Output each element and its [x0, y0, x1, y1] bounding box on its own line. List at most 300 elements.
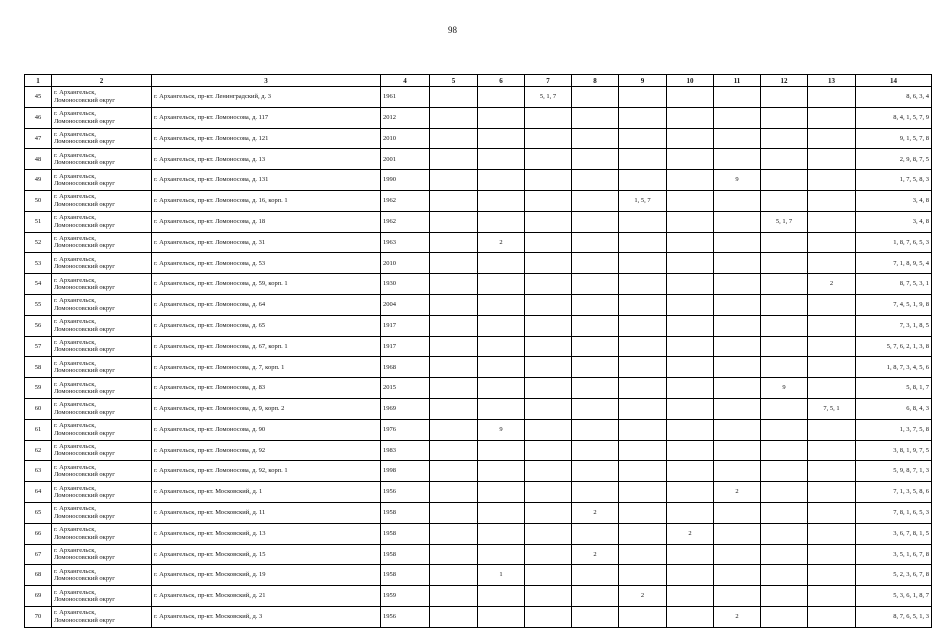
table-cell-col-8: 2 [572, 502, 619, 523]
table-cell-col-11: 2 [714, 482, 761, 503]
table-row [25, 398, 932, 419]
table-cell-col-13 [808, 523, 856, 544]
table-cell-col-6 [478, 149, 525, 170]
table-cell-col-9 [619, 274, 667, 295]
table-cell-col-3: г. Архангельск, пр-кт. Ленинградский, д. 3 [152, 87, 381, 108]
table-cell-col-7 [525, 378, 572, 399]
table-cell-col-12 [761, 253, 808, 274]
table-cell-col-10 [667, 502, 714, 523]
table-cell-col-8 [572, 87, 619, 108]
column-header-8: 8 [572, 75, 619, 87]
table-row [25, 461, 932, 482]
table-cell-col-4: 1917 [381, 315, 430, 336]
table-cell-col-8 [572, 606, 619, 627]
table-cell-col-3: г. Архангельск, пр-кт. Ломоносова, д. 13 [152, 149, 381, 170]
table-cell-col-5 [430, 170, 478, 191]
table-cell-col-10 [667, 419, 714, 440]
table-cell-col-12 [761, 419, 808, 440]
table-cell-col-12: 5, 1, 7 [761, 211, 808, 232]
table-cell-col-8 [572, 336, 619, 357]
table-cell-col-8 [572, 190, 619, 211]
table-cell-col-6 [478, 378, 525, 399]
table-cell-col-3: г. Архангельск, пр-кт. Московский, д. 19 [152, 565, 381, 586]
table-cell-col-9 [619, 170, 667, 191]
table-cell-col-6 [478, 544, 525, 565]
table-cell-col-9 [619, 87, 667, 108]
table-cell-col-9 [619, 357, 667, 378]
table-cell-col-3: г. Архангельск, пр-кт. Ломоносова, д. 117 [152, 107, 381, 128]
table-cell-col-4: 1917 [381, 336, 430, 357]
table-row [25, 149, 932, 170]
table-cell-col-5 [430, 565, 478, 586]
table-cell-col-2: г. Архангельск, Ломоносовский округ [52, 544, 152, 565]
table-row [25, 440, 932, 461]
table-cell-col-4: 1962 [381, 190, 430, 211]
table-cell-col-8 [572, 232, 619, 253]
table-cell-col-9 [619, 419, 667, 440]
table-cell-col-14: 1, 3, 7, 5, 8 [856, 419, 932, 440]
table-cell-col-3: г. Архангельск, пр-кт. Ломоносова, д. 7, корп. 1 [152, 357, 381, 378]
table-cell-col-14: 1, 7, 5, 8, 3 [856, 170, 932, 191]
table-cell-col-4: 1976 [381, 419, 430, 440]
table-cell-col-1: 47 [25, 128, 52, 149]
table-cell-col-8 [572, 107, 619, 128]
table-cell-col-2: г. Архангельск, Ломоносовский округ [52, 190, 152, 211]
table-cell-col-13 [808, 461, 856, 482]
table-cell-col-1: 49 [25, 170, 52, 191]
table-cell-col-2: г. Архангельск, Ломоносовский округ [52, 419, 152, 440]
table-cell-col-6 [478, 253, 525, 274]
table-cell-col-9 [619, 440, 667, 461]
table-cell-col-1: 69 [25, 586, 52, 607]
table-cell-col-14: 5, 9, 8, 7, 1, 3 [856, 461, 932, 482]
table-cell-col-12 [761, 232, 808, 253]
table-cell-col-11 [714, 523, 761, 544]
table-cell-col-13 [808, 190, 856, 211]
table-cell-col-1: 67 [25, 544, 52, 565]
table-cell-col-7 [525, 211, 572, 232]
table-cell-col-11 [714, 149, 761, 170]
table-cell-col-6 [478, 107, 525, 128]
table-cell-col-10 [667, 565, 714, 586]
table-cell-col-8 [572, 294, 619, 315]
table-cell-col-11: 9 [714, 170, 761, 191]
column-header-5: 5 [430, 75, 478, 87]
table-cell-col-5 [430, 107, 478, 128]
table-cell-col-7 [525, 170, 572, 191]
table-row [25, 274, 932, 295]
table-cell-col-7 [525, 398, 572, 419]
table-cell-col-2: г. Архангельск, Ломоносовский округ [52, 253, 152, 274]
table-cell-col-11 [714, 565, 761, 586]
table-cell-col-13 [808, 440, 856, 461]
table-row [25, 128, 932, 149]
table-cell-col-12 [761, 544, 808, 565]
table-cell-col-14: 9, 1, 5, 7, 8 [856, 128, 932, 149]
table-cell-col-10 [667, 107, 714, 128]
table-cell-col-7 [525, 315, 572, 336]
table-cell-col-10 [667, 606, 714, 627]
table-cell-col-6 [478, 211, 525, 232]
table-cell-col-8 [572, 315, 619, 336]
table-cell-col-6 [478, 398, 525, 419]
table-cell-col-9 [619, 565, 667, 586]
table-cell-col-11 [714, 419, 761, 440]
table-cell-col-8 [572, 419, 619, 440]
table-cell-col-12 [761, 336, 808, 357]
table-cell-col-9 [619, 149, 667, 170]
table-cell-col-14: 8, 6, 3, 4 [856, 87, 932, 108]
table-cell-col-1: 58 [25, 357, 52, 378]
table-row [25, 294, 932, 315]
table-cell-col-11 [714, 357, 761, 378]
table-cell-col-7 [525, 523, 572, 544]
table-cell-col-7 [525, 107, 572, 128]
table-cell-col-7 [525, 190, 572, 211]
table-cell-col-8 [572, 211, 619, 232]
table-cell-col-6 [478, 294, 525, 315]
table-cell-col-11 [714, 232, 761, 253]
table-cell-col-8 [572, 274, 619, 295]
table-cell-col-6 [478, 606, 525, 627]
column-header-12: 12 [761, 75, 808, 87]
table-cell-col-4: 1962 [381, 211, 430, 232]
table-cell-col-10 [667, 190, 714, 211]
table-cell-col-5 [430, 294, 478, 315]
table-cell-col-14: 5, 3, 6, 1, 8, 7 [856, 586, 932, 607]
table-cell-col-9 [619, 336, 667, 357]
table-row [25, 419, 932, 440]
table-cell-col-5 [430, 315, 478, 336]
table-cell-col-11 [714, 398, 761, 419]
table-cell-col-4: 2001 [381, 149, 430, 170]
table-cell-col-7 [525, 128, 572, 149]
table-cell-col-12 [761, 274, 808, 295]
table-cell-col-13 [808, 315, 856, 336]
table-cell-col-5 [430, 398, 478, 419]
table-cell-col-3: г. Архангельск, пр-кт. Ломоносова, д. 16, корп. 1 [152, 190, 381, 211]
table-cell-col-2: г. Архангельск, Ломоносовский округ [52, 87, 152, 108]
table-cell-col-7 [525, 232, 572, 253]
table-cell-col-6: 2 [478, 232, 525, 253]
table-cell-col-9: 1, 5, 7 [619, 190, 667, 211]
table-cell-col-13 [808, 211, 856, 232]
table-cell-col-13 [808, 170, 856, 191]
table-cell-col-9 [619, 461, 667, 482]
table-cell-col-10 [667, 586, 714, 607]
column-header-3: 3 [152, 75, 381, 87]
table-cell-col-4: 1983 [381, 440, 430, 461]
table-cell-col-11 [714, 294, 761, 315]
table-cell-col-3: г. Архангельск, пр-кт. Ломоносова, д. 18 [152, 211, 381, 232]
table-row [25, 378, 932, 399]
table-cell-col-10 [667, 253, 714, 274]
table-cell-col-14: 3, 6, 7, 8, 1, 5 [856, 523, 932, 544]
table-cell-col-5 [430, 419, 478, 440]
table-cell-col-7 [525, 461, 572, 482]
table-cell-col-1: 59 [25, 378, 52, 399]
table-cell-col-14: 3, 4, 8 [856, 211, 932, 232]
table-cell-col-13 [808, 149, 856, 170]
table-cell-col-7 [525, 336, 572, 357]
table-cell-col-5 [430, 586, 478, 607]
table-cell-col-12 [761, 461, 808, 482]
table-cell-col-2: г. Архангельск, Ломоносовский округ [52, 149, 152, 170]
table-cell-col-7 [525, 502, 572, 523]
table-cell-col-11: 2 [714, 606, 761, 627]
table-cell-col-3: г. Архангельск, пр-кт. Ломоносова, д. 92, корп. 1 [152, 461, 381, 482]
table-cell-col-2: г. Архангельск, Ломоносовский округ [52, 294, 152, 315]
column-header-14: 14 [856, 75, 932, 87]
table-cell-col-12 [761, 315, 808, 336]
table-row [25, 315, 932, 336]
table-cell-col-3: г. Архангельск, пр-кт. Московский, д. 15 [152, 544, 381, 565]
table-row [25, 502, 932, 523]
table-cell-col-6: 9 [478, 419, 525, 440]
table-cell-col-9 [619, 128, 667, 149]
table-cell-col-3: г. Архангельск, пр-кт. Ломоносова, д. 59, корп. 1 [152, 274, 381, 295]
table-cell-col-12 [761, 190, 808, 211]
table-cell-col-11 [714, 315, 761, 336]
table-cell-col-2: г. Архангельск, Ломоносовский округ [52, 502, 152, 523]
table-cell-col-10 [667, 274, 714, 295]
table-cell-col-4: 1958 [381, 565, 430, 586]
table-cell-col-7 [525, 294, 572, 315]
table-cell-col-3: г. Архангельск, пр-кт. Ломоносова, д. 31 [152, 232, 381, 253]
header-row [25, 75, 932, 87]
table-cell-col-1: 70 [25, 606, 52, 627]
table-cell-col-4: 1956 [381, 606, 430, 627]
table-cell-col-2: г. Архангельск, Ломоносовский округ [52, 170, 152, 191]
table-cell-col-7 [525, 606, 572, 627]
table-cell-col-10 [667, 440, 714, 461]
table-cell-col-1: 63 [25, 461, 52, 482]
table-cell-col-9 [619, 378, 667, 399]
table-cell-col-4: 1990 [381, 170, 430, 191]
table-cell-col-8 [572, 523, 619, 544]
table-cell-col-14: 5, 2, 3, 6, 7, 8 [856, 565, 932, 586]
table-cell-col-2: г. Архангельск, Ломоносовский округ [52, 461, 152, 482]
table-cell-col-14: 8, 7, 6, 5, 1, 3 [856, 606, 932, 627]
table-cell-col-1: 53 [25, 253, 52, 274]
table-cell-col-7 [525, 149, 572, 170]
table-cell-col-2: г. Архангельск, Ломоносовский округ [52, 565, 152, 586]
table-cell-col-14: 3, 5, 1, 6, 7, 8 [856, 544, 932, 565]
column-header-6: 6 [478, 75, 525, 87]
table-cell-col-7 [525, 586, 572, 607]
table-cell-col-4: 1958 [381, 544, 430, 565]
table-cell-col-13 [808, 482, 856, 503]
table-cell-col-1: 57 [25, 336, 52, 357]
table-cell-col-8 [572, 253, 619, 274]
table-cell-col-6 [478, 586, 525, 607]
table-cell-col-8 [572, 398, 619, 419]
table-cell-col-11 [714, 190, 761, 211]
table-cell-col-6 [478, 440, 525, 461]
table-cell-col-4: 1998 [381, 461, 430, 482]
table-cell-col-5 [430, 606, 478, 627]
table-cell-col-10 [667, 315, 714, 336]
table-row [25, 107, 932, 128]
table-cell-col-14: 1, 8, 7, 6, 5, 3 [856, 232, 932, 253]
table-cell-col-10 [667, 378, 714, 399]
table-cell-col-9 [619, 544, 667, 565]
table-cell-col-5 [430, 544, 478, 565]
table-cell-col-1: 55 [25, 294, 52, 315]
table-cell-col-14: 7, 8, 1, 6, 5, 3 [856, 502, 932, 523]
table-cell-col-6 [478, 336, 525, 357]
table-cell-col-4: 1930 [381, 274, 430, 295]
table-cell-col-14: 8, 4, 1, 5, 7, 9 [856, 107, 932, 128]
table-cell-col-11 [714, 128, 761, 149]
table-cell-col-14: 5, 8, 1, 7 [856, 378, 932, 399]
table-cell-col-12 [761, 128, 808, 149]
column-header-11: 11 [714, 75, 761, 87]
table-cell-col-3: г. Архангельск, пр-кт. Московский, д. 21 [152, 586, 381, 607]
table-row [25, 87, 932, 108]
table-cell-col-12 [761, 398, 808, 419]
table-cell-col-11 [714, 586, 761, 607]
table-cell-col-9 [619, 232, 667, 253]
table-cell-col-10 [667, 87, 714, 108]
table-cell-col-4: 1959 [381, 586, 430, 607]
table-cell-col-1: 45 [25, 87, 52, 108]
table-cell-col-12: 9 [761, 378, 808, 399]
table-cell-col-2: г. Архангельск, Ломоносовский округ [52, 357, 152, 378]
table-cell-col-11 [714, 107, 761, 128]
table-cell-col-5 [430, 274, 478, 295]
table-cell-col-1: 60 [25, 398, 52, 419]
table-row [25, 170, 932, 191]
table-cell-col-1: 51 [25, 211, 52, 232]
table-cell-col-2: г. Архангельск, Ломоносовский округ [52, 211, 152, 232]
table-cell-col-4: 2015 [381, 378, 430, 399]
table-row [25, 253, 932, 274]
table-cell-col-3: г. Архангельск, пр-кт. Ломоносова, д. 53 [152, 253, 381, 274]
table-row [25, 482, 932, 503]
table-cell-col-13: 7, 5, 1 [808, 398, 856, 419]
table-cell-col-13 [808, 253, 856, 274]
table-cell-col-4: 1956 [381, 482, 430, 503]
table-cell-col-1: 46 [25, 107, 52, 128]
table-cell-col-3: г. Архангельск, пр-кт. Ломоносова, д. 9, корп. 2 [152, 398, 381, 419]
table-cell-col-12 [761, 606, 808, 627]
table-row [25, 357, 932, 378]
table-cell-col-11 [714, 253, 761, 274]
table-cell-col-13 [808, 294, 856, 315]
table-cell-col-5 [430, 440, 478, 461]
table-cell-col-6 [478, 315, 525, 336]
column-header-2: 2 [52, 75, 152, 87]
table-cell-col-3: г. Архангельск, пр-кт. Ломоносова, д. 83 [152, 378, 381, 399]
table-cell-col-2: г. Архангельск, Ломоносовский округ [52, 315, 152, 336]
table-cell-col-12 [761, 523, 808, 544]
table-cell-col-3: г. Архангельск, пр-кт. Ломоносова, д. 90 [152, 419, 381, 440]
table-cell-col-3: г. Архангельск, пр-кт. Ломоносова, д. 92 [152, 440, 381, 461]
table-cell-col-5 [430, 232, 478, 253]
table-cell-col-3: г. Архангельск, пр-кт. Московский, д. 13 [152, 523, 381, 544]
table-cell-col-6 [478, 523, 525, 544]
table-cell-col-4: 1961 [381, 87, 430, 108]
table-cell-col-4: 1968 [381, 357, 430, 378]
table-cell-col-4: 1969 [381, 398, 430, 419]
table-cell-col-8 [572, 565, 619, 586]
table-row [25, 523, 932, 544]
table-cell-col-8 [572, 357, 619, 378]
table-cell-col-12 [761, 107, 808, 128]
table-cell-col-2: г. Архангельск, Ломоносовский округ [52, 232, 152, 253]
table-cell-col-12 [761, 149, 808, 170]
table-row [25, 606, 932, 627]
table-cell-col-13 [808, 128, 856, 149]
table-cell-col-7 [525, 565, 572, 586]
table-cell-col-14: 6, 8, 4, 3 [856, 398, 932, 419]
table-cell-col-12 [761, 482, 808, 503]
table-cell-col-12 [761, 294, 808, 315]
table-cell-col-10 [667, 357, 714, 378]
table-cell-col-2: г. Архангельск, Ломоносовский округ [52, 107, 152, 128]
column-header-9: 9 [619, 75, 667, 87]
table-cell-col-12 [761, 565, 808, 586]
table-cell-col-11 [714, 274, 761, 295]
table-cell-col-3: г. Архангельск, пр-кт. Ломоносова, д. 131 [152, 170, 381, 191]
table-cell-col-11 [714, 336, 761, 357]
table-cell-col-13 [808, 419, 856, 440]
table-cell-col-5 [430, 336, 478, 357]
table-cell-col-1: 62 [25, 440, 52, 461]
table-cell-col-10 [667, 398, 714, 419]
table-cell-col-1: 54 [25, 274, 52, 295]
table-cell-col-3: г. Архангельск, пр-кт. Московский, д. 11 [152, 502, 381, 523]
table-cell-col-14: 7, 1, 8, 9, 5, 4 [856, 253, 932, 274]
table-cell-col-6: 1 [478, 565, 525, 586]
table-cell-col-9 [619, 107, 667, 128]
table-cell-col-2: г. Архангельск, Ломоносовский округ [52, 482, 152, 503]
table-cell-col-11 [714, 544, 761, 565]
table-row [25, 336, 932, 357]
table-row [25, 190, 932, 211]
table-cell-col-13: 2 [808, 274, 856, 295]
table-cell-col-10 [667, 461, 714, 482]
table-cell-col-6 [478, 170, 525, 191]
table-row [25, 544, 932, 565]
table-cell-col-11 [714, 461, 761, 482]
table-cell-col-13 [808, 544, 856, 565]
table-cell-col-12 [761, 357, 808, 378]
table-cell-col-2: г. Архангельск, Ломоносовский округ [52, 378, 152, 399]
table-cell-col-2: г. Архангельск, Ломоносовский округ [52, 586, 152, 607]
table-cell-col-8 [572, 440, 619, 461]
table-cell-col-9: 2 [619, 586, 667, 607]
table-cell-col-14: 5, 7, 6, 2, 1, 3, 8 [856, 336, 932, 357]
table-cell-col-2: г. Архангельск, Ломоносовский округ [52, 128, 152, 149]
table-body [25, 87, 932, 628]
table-cell-col-11 [714, 502, 761, 523]
table-cell-col-10 [667, 232, 714, 253]
table-cell-col-13 [808, 357, 856, 378]
table-cell-col-9 [619, 502, 667, 523]
table-cell-col-9 [619, 398, 667, 419]
table-cell-col-2: г. Архангельск, Ломоносовский округ [52, 398, 152, 419]
table-cell-col-7 [525, 274, 572, 295]
table-cell-col-1: 50 [25, 190, 52, 211]
table-cell-col-3: г. Архангельск, пр-кт. Ломоносова, д. 121 [152, 128, 381, 149]
table-cell-col-4: 2004 [381, 294, 430, 315]
table-cell-col-5 [430, 87, 478, 108]
table-cell-col-13 [808, 586, 856, 607]
table-cell-col-1: 61 [25, 419, 52, 440]
table-cell-col-10 [667, 544, 714, 565]
